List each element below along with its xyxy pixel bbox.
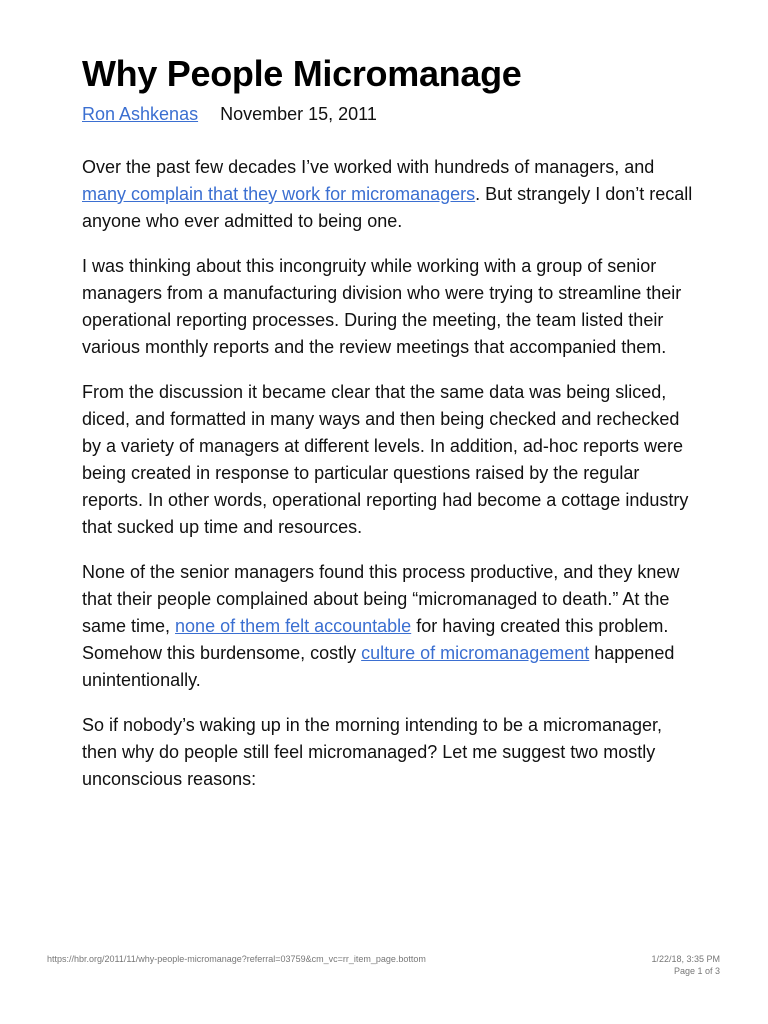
paragraph-4-text-2: for having created this problem. Somehow this burdensome, costly: [82, 616, 669, 663]
footer-meta: [651, 953, 720, 977]
link-many-complain[interactable]: many complain that they work for micromanagers: [82, 184, 476, 204]
author-link[interactable]: Ron Ashkenas: [82, 104, 199, 124]
byline: [82, 102, 694, 126]
link-culture-of-micromanagement[interactable]: culture of micromanagement: [361, 643, 590, 663]
paragraph-4-text-3: happened unintentionally.: [82, 643, 675, 690]
footer-page-number: Page 1 of 3: [673, 966, 720, 976]
article-title: Why People Micromanage: [82, 53, 522, 94]
footer-url: https://hbr.org/2011/11/why-people-micromanage?referral=03759&cm_vc=rr_item_page.bottom: [47, 954, 426, 964]
paragraph-5: So if nobody’s waking up in the morning intending to be a micromanager, then why do people still feel micromanaged? Let me suggest two mostly unconscious reasons:: [82, 715, 663, 789]
paragraph-3: From the discussion it became clear that the same data was being sliced, diced, and formatted in many ways and then being checked and rechecked by a variety of managers at different levels. In addition, ad-hoc reports were being created in response to particular questions raised by the regular reports. In other words, operational reporting had become a cottage industry that sucked up time and resources.: [82, 382, 689, 537]
paragraph-4-text-1: None of the senior managers found this process productive, and they knew that their people complained about being “micromanaged to death.” At the same time,: [82, 562, 680, 636]
publish-date: November 15, 2011: [220, 104, 377, 124]
link-none-accountable[interactable]: none of them felt accountable: [175, 616, 412, 636]
paragraph-1-text-2: . But strangely I don’t recall anyone who ever admitted to being one.: [82, 184, 693, 231]
article-page: [82, 52, 694, 811]
paragraph-4: [82, 559, 694, 694]
footer-timestamp: 1/22/18, 3:35 PM: [651, 954, 720, 964]
article-body: [82, 154, 694, 793]
paragraph-2: I was thinking about this incongruity while working with a group of senior managers from a manufacturing division who were trying to streamline their operational reporting processes. During the meeting, the team listed their various monthly reports and the review meetings that accompanied them.: [82, 256, 682, 357]
paragraph-1: [82, 154, 694, 235]
paragraph-1-text-1: Over the past few decades I’ve worked with hundreds of managers, and: [82, 157, 655, 177]
